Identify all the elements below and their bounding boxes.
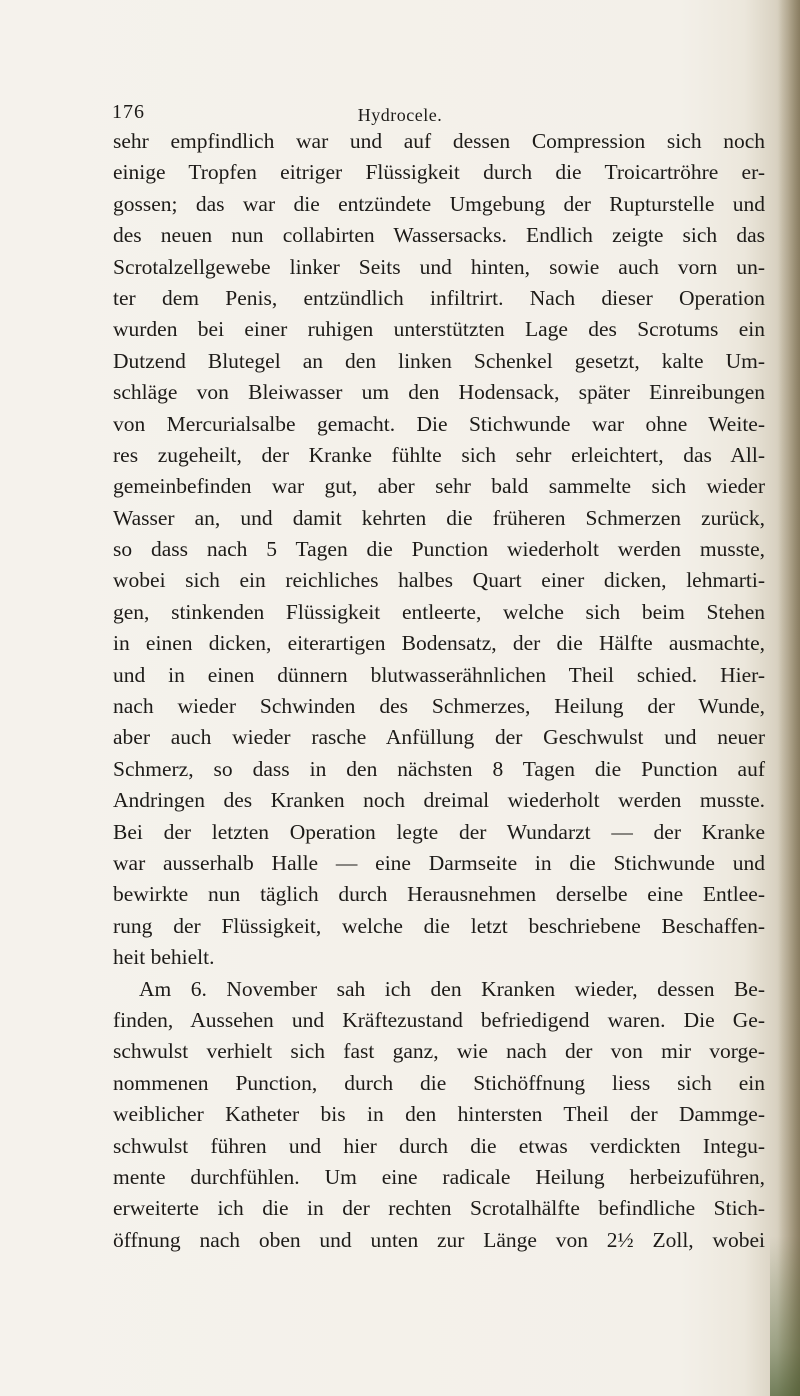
text-line: weiblicher Katheter bis in den hintersten Theil der Dammge- — [113, 1102, 765, 1127]
text-line: nommenen Punction, durch die Stichöffnung liess sich ein — [113, 1070, 765, 1095]
text-line: gemeinbefinden war gut, aber sehr bald sammelte sich wieder — [113, 474, 765, 499]
text-line: rung der Flüssigkeit, welche die letzt beschriebene Beschaffen- — [113, 913, 765, 938]
text-line: bewirkte nun täglich durch Herausnehmen derselbe eine Entlee- — [113, 882, 765, 907]
text-line: ter dem Penis, entzündlich infiltrirt. Nach dieser Operation — [113, 285, 765, 310]
text-line: in einen dicken, eiterartigen Bodensatz, der die Hälfte ausmachte, — [113, 631, 765, 656]
text-line: gossen; das war die entzündete Umgebung der Rupturstelle und — [113, 191, 765, 216]
text-line: aber auch wieder rasche Anfüllung der Geschwulst und neuer — [113, 725, 765, 750]
page-number: 176 — [112, 101, 145, 123]
text-line: Scrotalzellgewebe linker Seits und hinten, sowie auch vorn un- — [113, 254, 765, 279]
body-text — [113, 126, 765, 1256]
text-line: sehr empfindlich war und auf dessen Compression sich noch — [113, 129, 765, 153]
text-line: öffnung nach oben und unten zur Länge von 2½ Zoll, wobei — [113, 1227, 765, 1252]
text-line: heit behielt. — [113, 945, 215, 970]
text-line: so dass nach 5 Tagen die Punction wiederholt werden musste, — [113, 537, 765, 562]
text-line: schwulst führen und hier durch die etwas verdickten Integu- — [113, 1133, 765, 1158]
text-line: wobei sich ein reichliches halbes Quart einer dicken, lehmarti- — [113, 568, 765, 593]
text-line: und in einen dünnern blutwasserähnlichen Theil schied. Hier- — [113, 662, 765, 687]
running-title: Hydrocele. — [357, 105, 443, 125]
text-line: Dutzend Blutegel an den linken Schenkel gesetzt, kalte Um- — [113, 348, 765, 373]
text-line: Andringen des Kranken noch dreimal wiederholt werden musste. — [113, 788, 765, 813]
text-line: Am 6. November sah ich den Kranken wieder, dessen Be- — [139, 976, 765, 1001]
text-line: Wasser an, und damit kehrten die früheren Schmerzen zurück, — [113, 505, 765, 530]
text-line: finden, Aussehen und Kräftezustand befriedigend waren. Die Ge- — [113, 1007, 765, 1032]
text-line: einige Tropfen eitriger Flüssigkeit durch die Troicartröhre er- — [113, 160, 765, 185]
text-line: schwulst verhielt sich fast ganz, wie nach der von mir vorge- — [113, 1039, 765, 1064]
page-edge-stain — [770, 1236, 800, 1396]
text-line: wurden bei einer ruhigen unterstützten Lage des Scrotums ein — [113, 317, 765, 342]
text-line: schläge von Bleiwasser um den Hodensack, später Einreibungen — [113, 380, 765, 405]
text-line: des neuen nun collabirten Wassersacks. Endlich zeigte sich das — [113, 223, 765, 248]
text-line: Bei der letzten Operation legte der Wundarzt — der Kranke — [113, 819, 765, 844]
text-line: Schmerz, so dass in den nächsten 8 Tagen die Punction auf — [113, 756, 765, 781]
text-line: von Mercurialsalbe gemacht. Die Stichwunde war ohne Weite- — [113, 411, 765, 436]
page-edge-shadow — [778, 0, 800, 1396]
text-line: nach wieder Schwinden des Schmerzes, Heilung der Wunde, — [113, 694, 765, 719]
text-line: mente durchfühlen. Um eine radicale Heilung herbeizuführen, — [113, 1164, 765, 1189]
text-line: war ausserhalb Halle — eine Darmseite in die Stichwunde und — [113, 850, 765, 875]
text-line: res zugeheilt, der Kranke fühlte sich sehr erleichtert, das All- — [113, 442, 765, 467]
text-line: erweiterte ich die in der rechten Scrotalhälfte befindliche Stich- — [113, 1196, 765, 1221]
text-line: gen, stinkenden Flüssigkeit entleerte, welche sich beim Stehen — [113, 599, 765, 624]
